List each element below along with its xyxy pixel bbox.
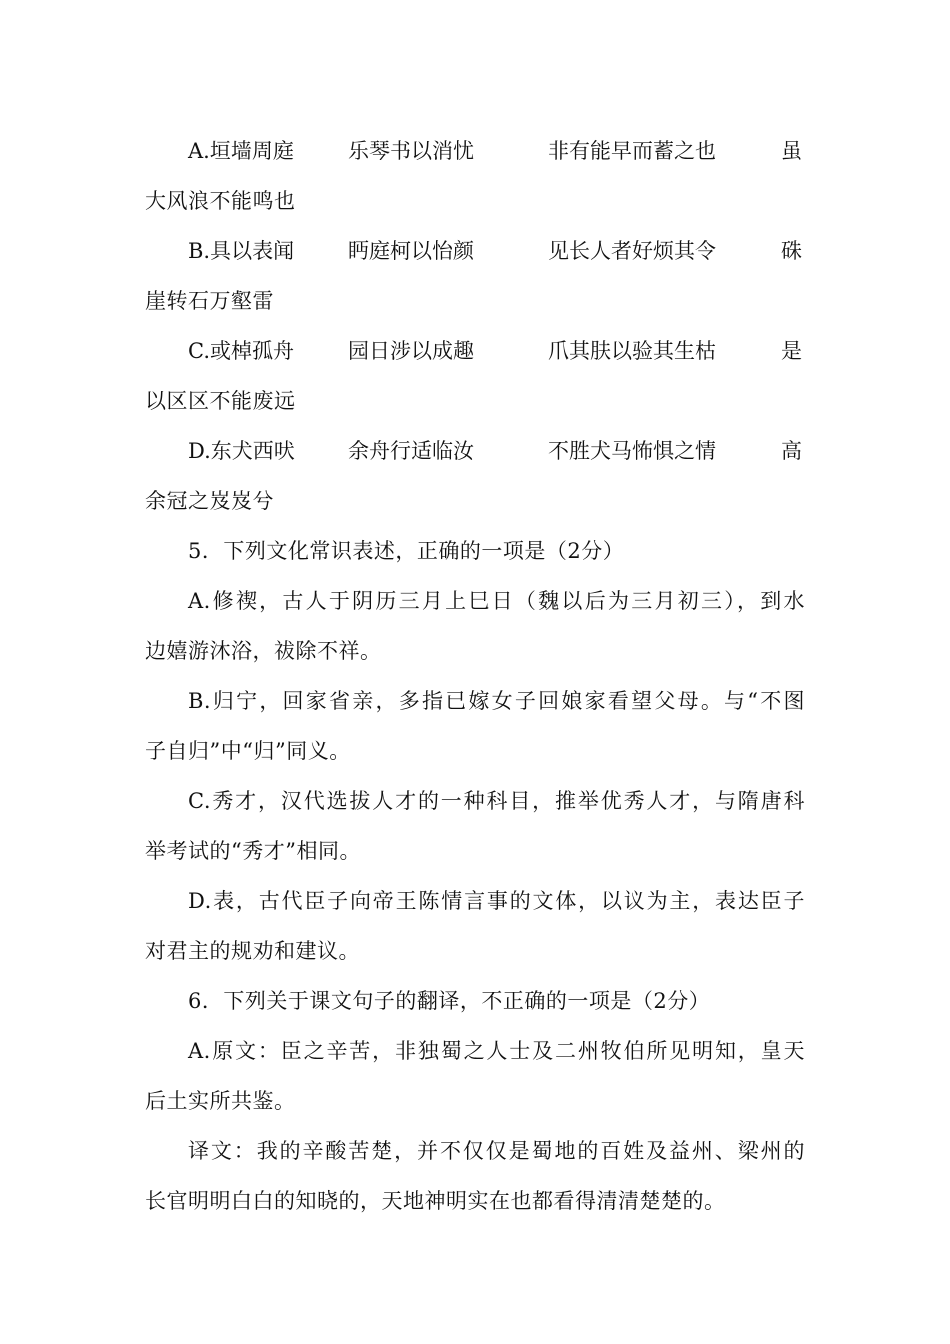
q4-b-col2: 眄庭柯以怡颜 <box>348 239 474 263</box>
q5-option-a-line2: 边嬉游沐浴，祓除不祥。 <box>145 639 382 663</box>
q4-b-continuation: 崖转石万壑雷 <box>145 289 274 313</box>
q4-option-b <box>188 236 805 266</box>
q6-option-a-translation-line2: 长官明明白白的知晓的，天地神明实在也都看得清清楚楚的。 <box>145 1189 726 1213</box>
q4-d-col3: 不胜犬马怖惧之情 <box>548 439 716 463</box>
q5-option-c-line1: C.秀才，汉代选拔人才的一种科目，推举优秀人才，与隋唐科 <box>188 789 805 813</box>
q5-option-b-line1: B.归宁，回家省亲，多指已嫁女子回娘家看望父母。与“不图 <box>188 689 805 713</box>
q4-c-col3: 爪其肤以验其生枯 <box>548 339 716 363</box>
q5-option-a-line1: A.修禊，古人于阴历三月上巳日（魏以后为三月初三），到水 <box>188 589 805 613</box>
q5-option-c-line2: 举考试的“秀才”相同。 <box>145 839 361 863</box>
q4-option-d <box>188 436 805 466</box>
q5-option-d-line1: D.表，古代臣子向帝王陈情言事的文体，以议为主，表达臣子 <box>188 889 805 913</box>
q4-option-a <box>188 136 805 166</box>
q4-d-col1: D.东犬西吠 <box>188 439 295 463</box>
q5-option-b-line2: 子自归”中“归”同义。 <box>145 739 351 763</box>
q5-option-d-line2: 对君主的规劝和建议。 <box>145 939 360 963</box>
q4-d-col2: 余舟行适临汝 <box>348 439 474 463</box>
q4-a-col3: 非有能早而蓄之也 <box>548 139 716 163</box>
q5-stem: 5．下列文化常识表述，正确的一项是（2分） <box>188 539 625 563</box>
q4-b-col3: 见长人者好烦其令 <box>548 239 716 263</box>
q6-option-a-original-line1: A.原文：臣之辛苦，非独蜀之人士及二州牧伯所见明知，皇天 <box>188 1039 805 1063</box>
q4-d-continuation: 余冠之岌岌兮 <box>145 489 274 513</box>
q4-d-col4: 高 <box>781 439 802 463</box>
q4-c-continuation: 以区区不能废远 <box>145 389 296 413</box>
q4-a-continuation: 大风浪不能鸣也 <box>145 189 296 213</box>
q4-c-col4: 是 <box>781 339 802 363</box>
q4-a-col4: 虽 <box>781 139 802 163</box>
q4-c-col1: C.或棹孤舟 <box>188 339 294 363</box>
q4-a-col2: 乐琴书以消忧 <box>348 139 474 163</box>
q4-b-col4: 硃 <box>781 239 802 263</box>
q6-option-a-translation-line1: 译文：我的辛酸苦楚，并不仅仅是蜀地的百姓及益州、梁州的 <box>188 1139 805 1163</box>
q4-b-col1: B.具以表闻 <box>188 239 295 263</box>
q6-stem: 6．下列关于课文句子的翻译，不正确的一项是（2分） <box>188 989 711 1013</box>
q4-c-col2: 园日涉以成趣 <box>348 339 474 363</box>
q4-option-c <box>188 336 805 366</box>
q4-a-col1: A.垣墙周庭 <box>188 139 294 163</box>
q6-option-a-original-line2: 后土实所共鉴。 <box>145 1089 296 1113</box>
